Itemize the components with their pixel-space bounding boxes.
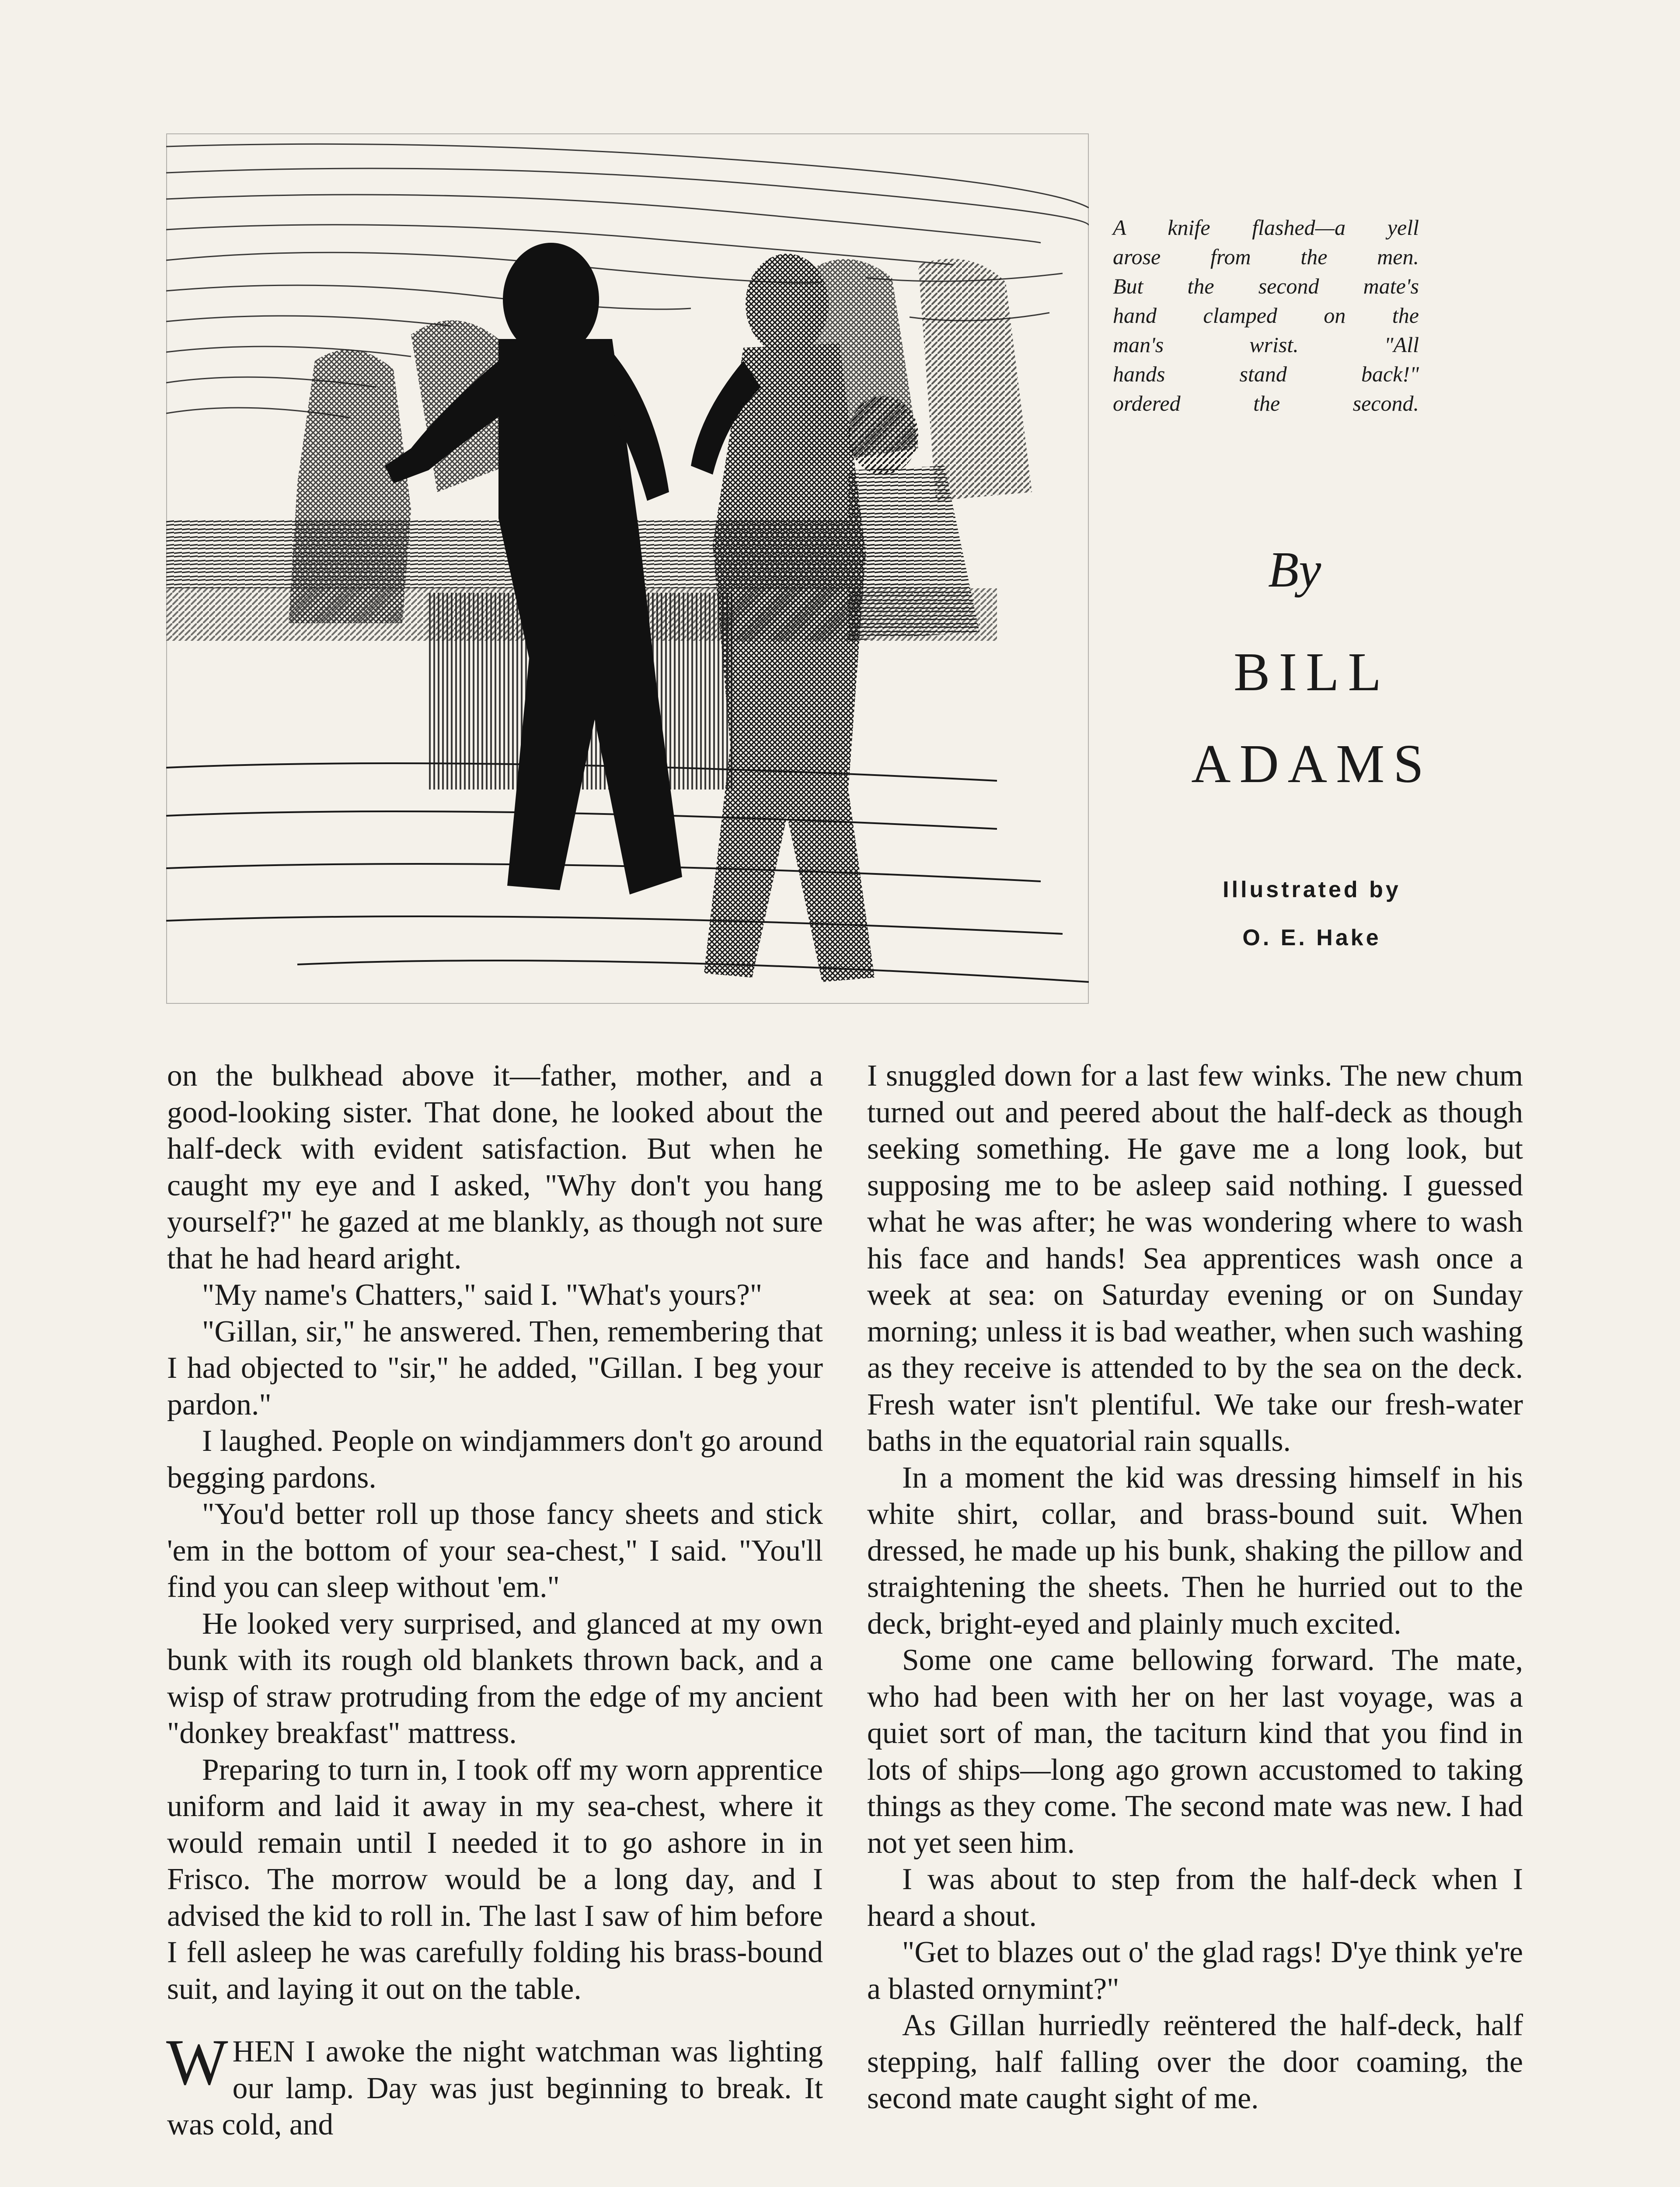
byline-by: By xyxy=(1268,542,1321,597)
left-text-column xyxy=(167,1058,823,2143)
paragraph: In a moment the kid was dressing himself in his white shirt, collar, and brass-bound suit. When dressed, he made up his bunk, shaking the pillow and straightening the sheets. Then he hurried out to the deck, bright-eyed and plainly much excited. xyxy=(867,1460,1523,1641)
illustrator-name: O. E. Hake xyxy=(1242,925,1381,950)
paragraph: on the bulkhead above it—father, mother, and a good-looking sister. That done, he looked about the half-deck with evident satisfaction. But when he caught my eye and I asked, "Why don't you hang yourself?" he gazed at me blankly, as though not sure that he had heard aright. xyxy=(167,1059,823,1275)
paragraph: Some one came bellowing forward. The mate, who had been with her on her last voyage, was a quiet sort of man, the taciturn kind that you find in lots of ships—long ago grown accustomed to taking things as they come. The second mate was new. I had not yet seen him. xyxy=(867,1643,1523,1860)
paragraph: "Get to blazes out o' the glad rags! D'ye think ye're a blasted ornymint?" xyxy=(867,1935,1523,2006)
paragraph: "Gillan, sir," he answered. Then, remembering that I had objected to "sir," he added, "Gillan. I beg your pardon." xyxy=(167,1314,823,1422)
ink-drawing xyxy=(166,133,1089,1004)
drop-cap: W xyxy=(166,2026,228,2099)
section-start-text: HEN I awoke the night watchman was lighting our lamp. Day was just beginning to break. It was cold, and xyxy=(167,2035,823,2142)
paragraph: I snuggled down for a last few winks. The new chum turned out and peered about the half-deck as though seeking something. He gave me a long look, but supposing me to be asleep said nothing. I guessed what he was after; he was wondering where to wash his face and hands! Sea apprentices wash once a week at sea: on Saturday evening or on Sunday morning; unless it is bad weather, when such washing as they receive is attended to by the sea on the deck. Fresh water isn't plentiful. We take our fresh-water baths in the equatorial rain squalls. xyxy=(867,1059,1523,1458)
story-illustration xyxy=(166,133,1089,1004)
paragraph: I laughed. People on windjammers don't go around begging pardons. xyxy=(167,1424,823,1495)
paragraph: "You'd better roll up those fancy sheets and stick 'em in the bottom of your sea-chest," I said. "You'll find you can sleep without 'em." xyxy=(167,1497,823,1604)
illustration-caption: A knife flashed—a yell arose from the men. But the second mate's hand clamped on the man's wrist. "All hands stand back!" ordered the second. xyxy=(1113,215,1419,416)
illustrator-label: Illustrated by xyxy=(1223,877,1401,902)
paragraph: He looked very surprised, and glanced at my own bunk with its rough old blankets thrown back, and a wisp of straw protruding from the edge of my ancient "donkey breakfast" mattress. xyxy=(167,1607,823,1750)
paragraph: "My name's Chatters," said I. "What's yours?" xyxy=(202,1278,763,1312)
section-start-paragraph xyxy=(166,2026,823,2143)
author-first-name: BILL xyxy=(1234,642,1390,702)
paragraph: As Gillan hurriedly reëntered the half-deck, half stepping, half falling over the door coaming, the second mate caught sight of me. xyxy=(867,2009,1523,2115)
paragraph: Preparing to turn in, I took off my worn apprentice uniform and laid it away in my sea-chest, where it would remain until I needed it to go ashore in in Frisco. The morrow would be a long day, and I advised the kid to roll in. The last I saw of him before I fell asleep he was carefully folding his brass-bound suit, and laying it out on the table. xyxy=(167,1753,823,2006)
author-last-name: ADAMS xyxy=(1191,734,1433,794)
right-text-column xyxy=(867,1058,1523,2117)
paragraph: I was about to step from the half-deck when I heard a shout. xyxy=(867,1862,1523,1933)
